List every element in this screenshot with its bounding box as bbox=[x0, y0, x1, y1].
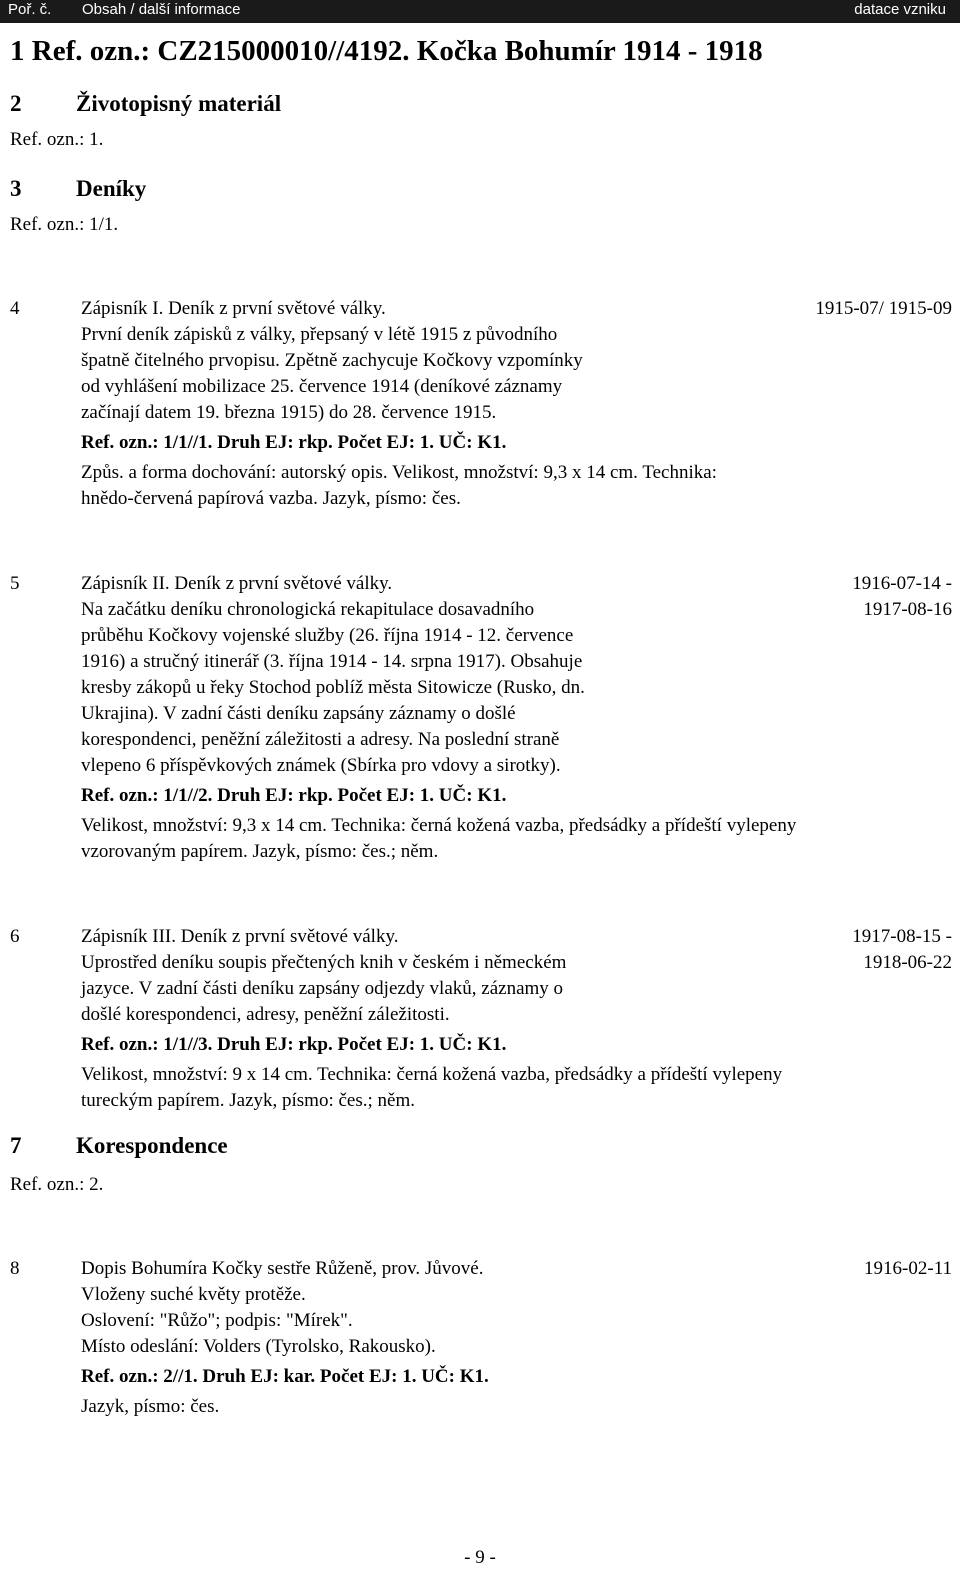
entry-body bbox=[81, 571, 960, 865]
document-title: 1 Ref. ozn.: CZ215000010//4192. Kočka Bohumír 1914 - 1918 bbox=[10, 35, 763, 67]
entry-desc-line: korespondenci, peněžní záležitosti a adresy. Na poslední straně bbox=[81, 729, 560, 750]
entry-number: 4 bbox=[10, 298, 20, 319]
section-number: 3 bbox=[10, 176, 22, 201]
entry-desc-line: Zápisník I. Deník z první světové války. bbox=[81, 298, 386, 319]
entry-extra-line: Velikost, množství: 9,3 x 14 cm. Technika: černá kožená vazba, předsádky a přídeští vylepeny bbox=[81, 815, 797, 836]
entry-desc-line: Uprostřed deníku soupis přečtených knih v českém i německém bbox=[81, 952, 567, 973]
section-number: 7 bbox=[10, 1133, 22, 1158]
entry-desc-line: První deník zápisků z války, přepsaný v létě 1915 z původního bbox=[81, 324, 558, 345]
list-item bbox=[10, 924, 952, 1119]
list-item bbox=[10, 1256, 952, 1426]
section-ref: Ref. ozn.: 1/1. bbox=[10, 214, 119, 235]
entry-desc-line: začínají datem 19. března 1915) do 28. července 1915. bbox=[81, 402, 497, 423]
date-line: 1916-07-14 - bbox=[852, 573, 952, 594]
entry-extra-line: Velikost, množství: 9 x 14 cm. Technika: černá kožená vazba, předsádky a přídeští vylepeny bbox=[81, 1064, 783, 1085]
section-ref: Ref. ozn.: 1. bbox=[10, 129, 104, 150]
entry-extra-line: hnědo-červená papírová vazba. Jazyk, písmo: čes. bbox=[81, 488, 461, 509]
date-line: 1917-08-16 bbox=[863, 599, 952, 620]
section-title: Korespondence bbox=[76, 1133, 228, 1158]
list-item bbox=[10, 571, 952, 871]
entry-desc-line: Zápisník III. Deník z první světové války. bbox=[81, 926, 399, 947]
entry-desc-line: průběhu Kočkovy vojenské služby (26. října 1914 - 12. července bbox=[81, 625, 574, 646]
section-number: 2 bbox=[10, 91, 22, 116]
page-number: - 9 - bbox=[464, 1547, 496, 1568]
section-title: Deníky bbox=[76, 176, 147, 201]
date-line: 1917-08-15 - bbox=[852, 926, 952, 947]
entry-extra-line: vzorovaným papírem. Jazyk, písmo: čes.; něm. bbox=[81, 841, 439, 862]
date-line: 1916-02-11 bbox=[864, 1258, 952, 1279]
header-col-number: Poř. č. bbox=[8, 1, 52, 18]
header-col-date: datace vzniku bbox=[854, 1, 946, 18]
entry-desc-line: kresby zákopů u řeky Stochod poblíž města Sitowicze (Rusko, dn. bbox=[81, 677, 585, 698]
list-item bbox=[10, 296, 952, 516]
date-line: 1918-06-22 bbox=[863, 952, 952, 973]
entry-desc-line: špatně čitelného prvopisu. Zpětně zachycuje Kočkovy vzpomínky bbox=[81, 350, 583, 371]
section-heading-correspondence bbox=[10, 1132, 610, 1160]
entry-desc-line: Místo odeslání: Volders (Tyrolsko, Rakousko). bbox=[81, 1336, 436, 1357]
entry-desc-line: vlepeno 6 příspěvkových známek (Sbírka pro vdovy a sirotky). bbox=[81, 755, 561, 776]
entry-number: 8 bbox=[10, 1258, 20, 1279]
entry-extra-line: Způs. a forma dochování: autorský opis. Velikost, množství: 9,3 x 14 cm. Technika: bbox=[81, 462, 717, 483]
section-title: Životopisný materiál bbox=[76, 91, 282, 116]
entry-desc-line: došlé korespondenci, adresy, peněžní záležitosti. bbox=[81, 1004, 450, 1025]
entry-ref: Ref. ozn.: 2//1. Druh EJ: kar. Počet EJ: 1. UČ: K1. bbox=[81, 1366, 489, 1387]
entry-number: 5 bbox=[10, 573, 20, 594]
entry-desc-line: 1916) a stručný itinerář (3. října 1914 - 14. srpna 1917). Obsahuje bbox=[81, 651, 583, 672]
entry-desc-line: Zápisník II. Deník z první světové války. bbox=[81, 573, 393, 594]
entry-body bbox=[81, 924, 960, 1114]
entry-desc-line: Dopis Bohumíra Kočky sestře Růženě, prov. Jůvové. bbox=[81, 1258, 484, 1279]
entry-body bbox=[81, 296, 960, 512]
entry-number: 6 bbox=[10, 926, 20, 947]
entry-ref: Ref. ozn.: 1/1//2. Druh EJ: rkp. Počet EJ: 1. UČ: K1. bbox=[81, 785, 507, 806]
entry-ref: Ref. ozn.: 1/1//3. Druh EJ: rkp. Počet EJ: 1. UČ: K1. bbox=[81, 1034, 507, 1055]
section-ref: Ref. ozn.: 2. bbox=[10, 1174, 104, 1195]
entry-desc-line: Oslovení: "Růžo"; podpis: "Mírek". bbox=[81, 1310, 353, 1331]
entry-desc-line: Na začátku deníku chronologická rekapitulace dosavadního bbox=[81, 599, 535, 620]
entry-desc-line: Vloženy suché květy protěže. bbox=[81, 1284, 306, 1305]
section-heading-biography bbox=[10, 90, 610, 118]
section-heading-diaries bbox=[10, 175, 610, 203]
table-header bbox=[0, 0, 960, 23]
entry-desc-line: jazyce. V zadní části deníku zapsány odjezdy vlaků, záznamy o bbox=[81, 978, 564, 999]
header-col-content: Obsah / další informace bbox=[82, 1, 241, 18]
entry-desc-line: Ukrajina). V zadní části deníku zapsány záznamy o došlé bbox=[81, 703, 516, 724]
entry-desc-line: od vyhlášení mobilizace 25. července 1914 (deníkové záznamy bbox=[81, 376, 563, 397]
entry-body bbox=[81, 1256, 960, 1420]
entry-ref: Ref. ozn.: 1/1//1. Druh EJ: rkp. Počet EJ: 1. UČ: K1. bbox=[81, 432, 507, 453]
entry-extra-line: Jazyk, písmo: čes. bbox=[81, 1396, 220, 1417]
entry-extra-line: tureckým papírem. Jazyk, písmo: čes.; něm. bbox=[81, 1090, 415, 1111]
date-line: 1915-07/ 1915-09 bbox=[815, 298, 952, 319]
